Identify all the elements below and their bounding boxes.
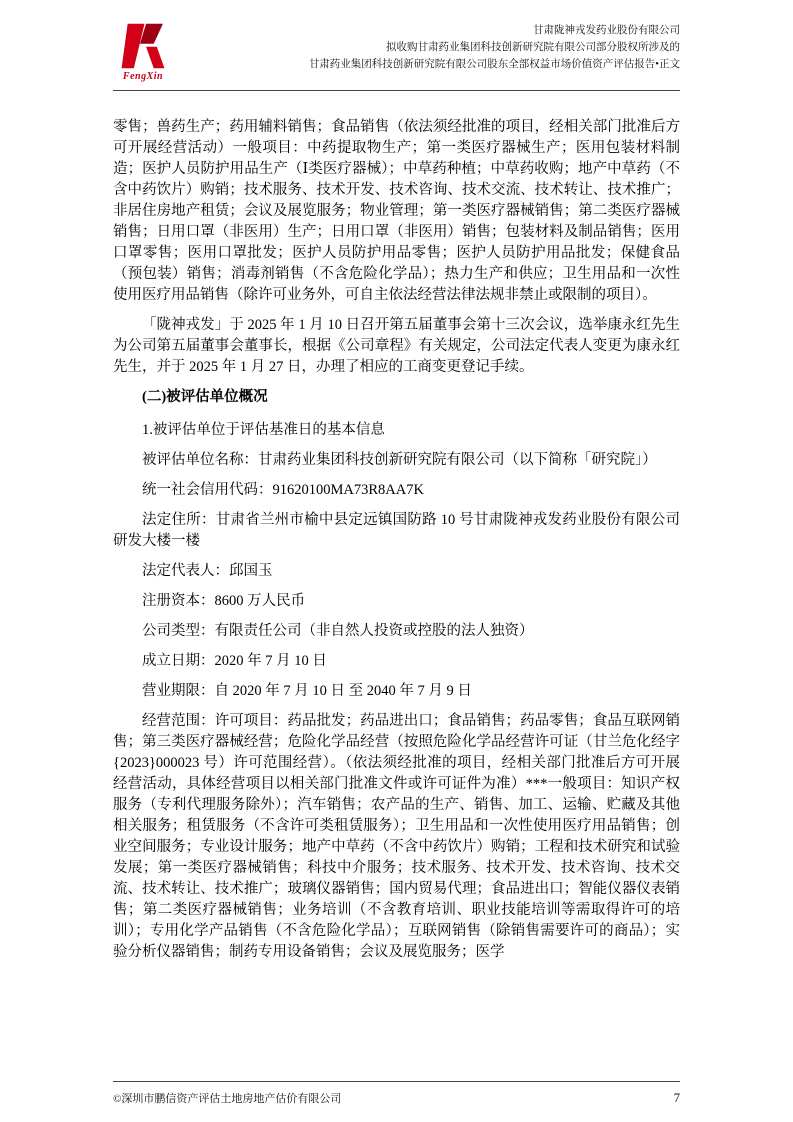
paragraph: 经营范围：许可项目：药品批发；药品进出口；食品销售；药品零售；食品互联网销售；第三类医疗器械经营；危险化学品经营（按照危险化学品经营许可证（甘兰危化经字{2023}000023 号）许可范围经营）。（依法须经批准的项目，经相关部门批准后方可开展经营活动，具体经营项目以相关部门批准文件或许可证件为准）***一般项目：知识产权服务（专利代理服务除外）；汽车销售；农产品的生产、销售、加工、运输、贮藏及其他相关服务；租赁服务（不含许可类租赁服务）；卫生用品和一次性使用医疗用品销售；创业空间服务；专业设计服务；地产中草药（不含中药饮片）购销；工程和技术研究和试验发展；第一类医疗器械销售；科技中介服务；技术服务、技术开发、技术咨询、技术交流、技术转让、技术推广；玻璃仪器销售；国内贸易代理；食品进出口；智能仪器仪表销售；第二类医疗器械销售；业务培训（不含教育培训、职业技能培训等需取得许可的培训）；专用化学产品销售（不含危险化学品）；互联网销售（除销售需要许可的商品）；实验分析仪器销售；制药专用设备销售；会议及展览服务；医学 [113,713,680,960]
paragraph: 被评估单位名称：甘肃药业集团科技创新研究院有限公司（以下简称「研究院」） [142,452,657,468]
paragraph: 1.被评估单位于评估基准日的基本信息 [142,422,385,438]
paragraph: 统一社会信用代码：91620100MA73R8AA7K [142,482,424,498]
header-line-report-title: 甘肃药业集团科技创新研究院有限公司股东全部权益市场价值资产评估报告•正文 [308,59,680,70]
footer-row [113,1082,680,1106]
page-footer [113,1081,680,1106]
fengxin-logo-icon [120,22,166,70]
header-line-company: 甘肃陇神戎发药业股份有限公司 [533,25,680,36]
footer-copyright: ©深圳市鹏信资产评估土地房地产估价有限公司 [113,1093,342,1105]
page-number: 7 [673,1091,680,1105]
fengxin-logo [113,20,173,82]
paragraph: 营业期限：自 2020 年 7 月 10 日 至 2040 年 7 月 9 日 [142,683,472,699]
paragraph: 法定住所：甘肃省兰州市榆中县定远镇国防路 10 号甘肃陇神戎发药业股份有限公司研发大楼一楼 [113,512,680,549]
paragraph: 法定代表人：邱国玉 [142,563,273,579]
paragraph: 成立日期：2020 年 7 月 10 日 [142,653,327,669]
paragraph: 注册资本：8600 万人民币 [142,593,306,609]
page-header [113,20,680,82]
paragraph: 公司类型：有限责任公司（非自然人投资或控股的法人独资） [142,623,534,639]
header-title-block [309,20,680,73]
section-heading: (二)被评估单位概况 [142,389,268,405]
header-line-subject: 拟收购甘肃药业集团科技创新研究院有限公司部分股权所涉及的 [386,42,680,53]
header-divider [113,90,680,91]
fengxin-logo-text: FengXin [122,71,164,82]
paragraph: 零售；兽药生产；药用辅料销售；食品销售（依法须经批准的项目，经相关部门批准后方可开展经营活动）一般项目：中药提取物生产；第一类医疗器械生产；医用包装材料制造；医护人员防护用品生产（Ⅰ类医疗器械）；中草药种植；中草药收购；地产中草药（不含中药饮片）购销；技术服务、技术开发、技术咨询、技术交流、技术转让、技术推广；非居住房地产租赁；会议及展览服务；物业管理；第一类医疗器械销售；第二类医疗器械销售；日用口罩（非医用）生产；日用口罩（非医用）销售；包装材料及制品销售；医用口罩零售；医用口罩批发；医护人员防护用品零售；医护人员防护用品批发；保健食品（预包装）销售；消毒剂销售（不含危险化学品）；热力生产和供应；卫生用品和一次性使用医疗用品销售（除许可业务外，可自主依法经营法律法规非禁止或限制的项目）。 [113,119,680,303]
document-body [113,117,680,963]
paragraph: 「陇神戎发」于 2025 年 1 月 10 日召开第五届董事会第十三次会议，选举康永红先生为公司第五届董事会董事长，根据《公司章程》有关规定，公司法定代表人变更为康永红先生，并于 2025 年 1 月 27 日，办理了相应的工商变更登记手续。 [113,317,680,375]
